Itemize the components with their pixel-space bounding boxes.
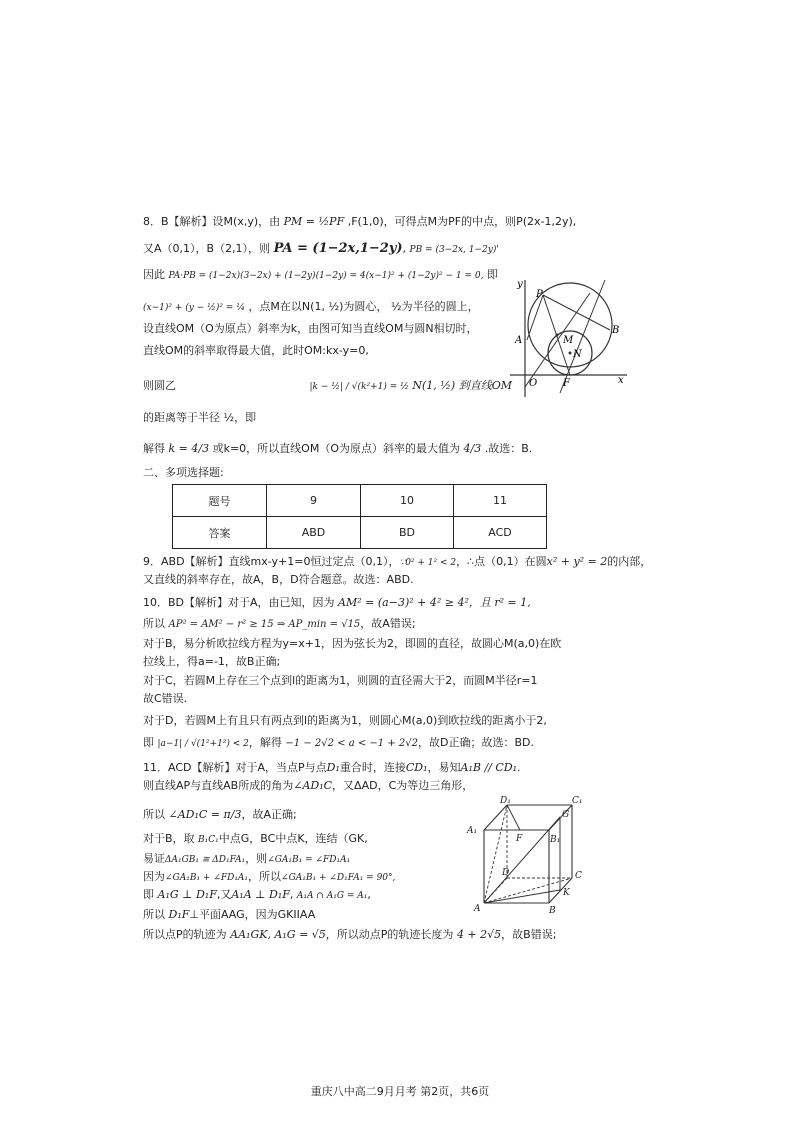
text: 则圆乙 (143, 379, 176, 392)
formula: ∠AD₁C (293, 779, 333, 792)
formula: PA = (1−2x,1−2y) (273, 241, 403, 256)
text: 所以点P的轨迹为 (143, 928, 227, 941)
table-cell: BD (361, 517, 454, 549)
q10-line2 (143, 617, 416, 632)
formula: 4 + 2√5 (456, 928, 502, 941)
table-cell: 10 (361, 485, 454, 517)
formula: N(1, ½) 到直线OM (412, 379, 512, 392)
q8-line8: 的距离等于半径 ½，即 (143, 411, 257, 424)
text: ，又ΔAD，C为等边三角形， (332, 779, 474, 792)
formula: 4/3 (463, 442, 482, 455)
text: ,又 (216, 888, 232, 901)
label-k: K (563, 888, 570, 898)
formula: ∠AD₁C = π/3 (168, 808, 242, 821)
text: ½为半径的圆上， (390, 300, 479, 313)
label-n: N (573, 349, 582, 360)
label-p: P (536, 289, 543, 300)
q8-line1 (143, 215, 576, 229)
formula: AA₁GK, A₁G = √5 (230, 928, 326, 941)
q11-line7 (143, 888, 371, 903)
label-a1: A₁ (467, 826, 478, 836)
q8-line4 (143, 300, 479, 315)
q11-line1 (143, 761, 521, 775)
formula: ΔA₁GB₁ ≅ ΔD₁FA₁ (165, 855, 246, 865)
table-cell: 题号 (173, 485, 267, 517)
q8-line7 (143, 379, 512, 394)
label-b: B (549, 906, 556, 915)
q11-line2 (143, 779, 473, 793)
q10-line3: 对于B，易分析欧拉线方程为y=x+1，因为弦长为2，即圆的直径，故圆心M(a,0)在欧 (143, 637, 562, 650)
q10-line5: 对于C，若圆M上存在三个点到l的距离为1，则圆的直径需大于2，而圆M半径r=1 (143, 674, 538, 687)
formula: A₁A ∩ A₁G = A₁ (296, 891, 368, 901)
text: 即 (143, 736, 154, 749)
text: ，故A错误; (360, 617, 416, 630)
text: ，故B错误; (501, 928, 557, 941)
text: ，点M在以N(1, ½)为圆心， (248, 300, 388, 313)
text: ，易知 (427, 761, 461, 774)
text: ，故D正确；故选：BD. (418, 736, 534, 749)
table-row (173, 517, 547, 549)
q8-line3 (143, 268, 498, 283)
text: , (367, 888, 371, 901)
text: 因为 (143, 870, 165, 883)
formula: k = 4/3 (168, 442, 210, 455)
formula: |a−1| / √(1²+1²) < 2 (157, 739, 249, 749)
text: 因此 (143, 268, 165, 281)
table-row (173, 485, 547, 517)
q11-line8 (143, 908, 315, 922)
text: . (517, 761, 521, 774)
formula: B₁C₁ (198, 835, 219, 845)
formula: x² + y² = 2 (546, 555, 608, 568)
table-cell: 答案 (173, 517, 267, 549)
answer-table (172, 484, 547, 549)
formula: −1 − 2√2 < a < −1 + 2√2 (285, 738, 418, 749)
label-g: G (562, 810, 570, 820)
label-c1: C₁ (572, 796, 583, 806)
q10-line1 (143, 596, 531, 610)
cube-figure (462, 795, 597, 915)
page-footer: 重庆八中高二9月月考 第2页，共6页 (310, 1085, 490, 1098)
formula: AM² = (a−3)² + 4² ≥ 4²，且 r² = 1, (338, 596, 531, 609)
q10-line6: 故C错误. (143, 692, 188, 705)
text: ⊥平面AAG，因为GKIIAA (189, 908, 316, 921)
formula: |k − ½| / √(k²+1) = ½ (309, 382, 409, 392)
point-n (569, 352, 572, 355)
text: 即 (486, 268, 498, 281)
table-cell: 11 (454, 485, 547, 517)
text: 8．B【解析】设M(x,y)，由 (143, 215, 281, 228)
text: 解得 (143, 442, 165, 455)
label-f: F (516, 834, 523, 844)
text: 则直线AP与直线AB所成的角为 (143, 779, 294, 792)
text: ，∴点（0,1）在圆 (456, 555, 547, 568)
text: 或k=0，所以直线OM（O为原点）斜率的最大值为 (212, 442, 460, 455)
q8-line6: 直线OM的斜率取得最大值，此时OM:kx-y=0, (143, 344, 369, 357)
edge-d1a1 (484, 805, 507, 830)
formula: AP² = AM² − r² ≥ 15 ⇒ AP_min = √15 (168, 619, 361, 630)
table-cell: 9 (267, 485, 361, 517)
text: 所以 (143, 808, 165, 821)
label-f: F (563, 378, 570, 389)
text: , (289, 888, 294, 901)
formula: ∠GA₁B₁ + ∠FD₁A₁ (165, 873, 249, 883)
formula: A₁B // CD₁ (460, 761, 518, 774)
formula: D₁ (326, 761, 340, 774)
formula: A₁G ⊥ D₁F (157, 888, 217, 901)
table-cell: ABD (267, 517, 361, 549)
label-d: D (502, 868, 510, 878)
q9-line2: 又直线的斜率存在，故A，B，D符合题意。故选：ABD. (143, 573, 414, 586)
q11-line9 (143, 928, 556, 942)
line-d1f (507, 805, 520, 830)
text: 中点G，BC中点K，连结（GK, (218, 832, 368, 845)
formula: A₁A ⊥ D₁F (231, 888, 290, 901)
label-o: O (529, 378, 538, 389)
label-x: x (618, 375, 624, 386)
q11-line5 (143, 852, 350, 867)
text: 10．BD【解析】对于A，由已知，因为 (143, 596, 335, 609)
text: 11．ACD【解析】对于A，当点P与点 (143, 761, 327, 774)
text: 即 (143, 888, 154, 901)
formula: CD₁ (405, 761, 428, 774)
q10-line4: 拉线上，得a=-1，故B正确; (143, 655, 281, 668)
label-m: M (563, 335, 574, 346)
formula: PM = ½PF (283, 215, 345, 228)
section-title: 二、多项选择题: (143, 466, 224, 479)
q11-line3 (143, 808, 297, 822)
text: ,F(1,0)，可得点M为PF的中点，则P(2x-1,2y), (347, 215, 577, 228)
text: 所以 (143, 908, 165, 921)
q9-line1 (143, 555, 651, 570)
label-b1: B₁ (550, 835, 561, 845)
formula: ∠GA₁B₁ + ∠D₁FA₁ = 90°, (281, 873, 396, 883)
text: 的内部， (607, 555, 652, 568)
text: 又A（0,1），B（2,1），则 (143, 242, 271, 255)
formula: D₁F (168, 908, 190, 921)
text: ，解得 (248, 736, 282, 749)
formula: PB = (3−2x, 1−2y)' (409, 245, 499, 255)
formula: PA·PB = (1−2x)(3−2x) + (1−2y)(1−2y) = 4(x−1)² + (1−2y)² − 1 = 0, (168, 271, 484, 281)
formula: (x−1)² + (y − ½)² = ¼ (143, 303, 245, 313)
text: ，所以动点P的轨迹长度为 (325, 928, 454, 941)
text: ，所以 (248, 870, 282, 883)
q10-line7: 对于D，若圆M上有且只有两点到l的距离为1，则圆心M(a,0)到欧拉线的距离小于2, (143, 714, 547, 727)
q8-line2: 又A（0,1），B（2,1），则 PA = (1−2x,1−2y), PB = (3−2x, 1−2y)' (143, 241, 499, 256)
text: 所以 (143, 617, 165, 630)
label-a: A (474, 904, 481, 914)
table-cell: ACD (454, 517, 547, 549)
q8-line9 (143, 442, 532, 456)
label-c: C (575, 871, 582, 881)
text: ，则 (245, 852, 268, 865)
formula: ∵0² + 1² < 2 (399, 558, 457, 568)
label-y: y (517, 279, 523, 290)
label-a: A (515, 335, 523, 346)
q11-line6 (143, 870, 395, 885)
label-b: B (612, 325, 620, 336)
text: 9．ABD【解析】直线mx-y+1=0恒过定点（0,1）， (143, 555, 400, 568)
label-d1: D₁ (500, 796, 511, 806)
text: ，故A正确; (241, 808, 297, 821)
line-ad1 (484, 805, 510, 903)
text: 易证 (143, 852, 165, 865)
formula: ∠GA₁B₁ = ∠FD₁A₁ (267, 855, 351, 865)
text: 对于B，取 (143, 832, 195, 845)
q11-line4 (143, 832, 368, 847)
text: .故选：B. (484, 442, 533, 455)
text: 重合时，连接 (339, 761, 406, 774)
point-m (556, 334, 559, 337)
q10-line8 (143, 736, 534, 751)
q8-line5: 设直线OM（O为原点）斜率为k，由图可知当直线OM与圆N相切时， (143, 322, 478, 335)
circle-figure (505, 275, 630, 400)
